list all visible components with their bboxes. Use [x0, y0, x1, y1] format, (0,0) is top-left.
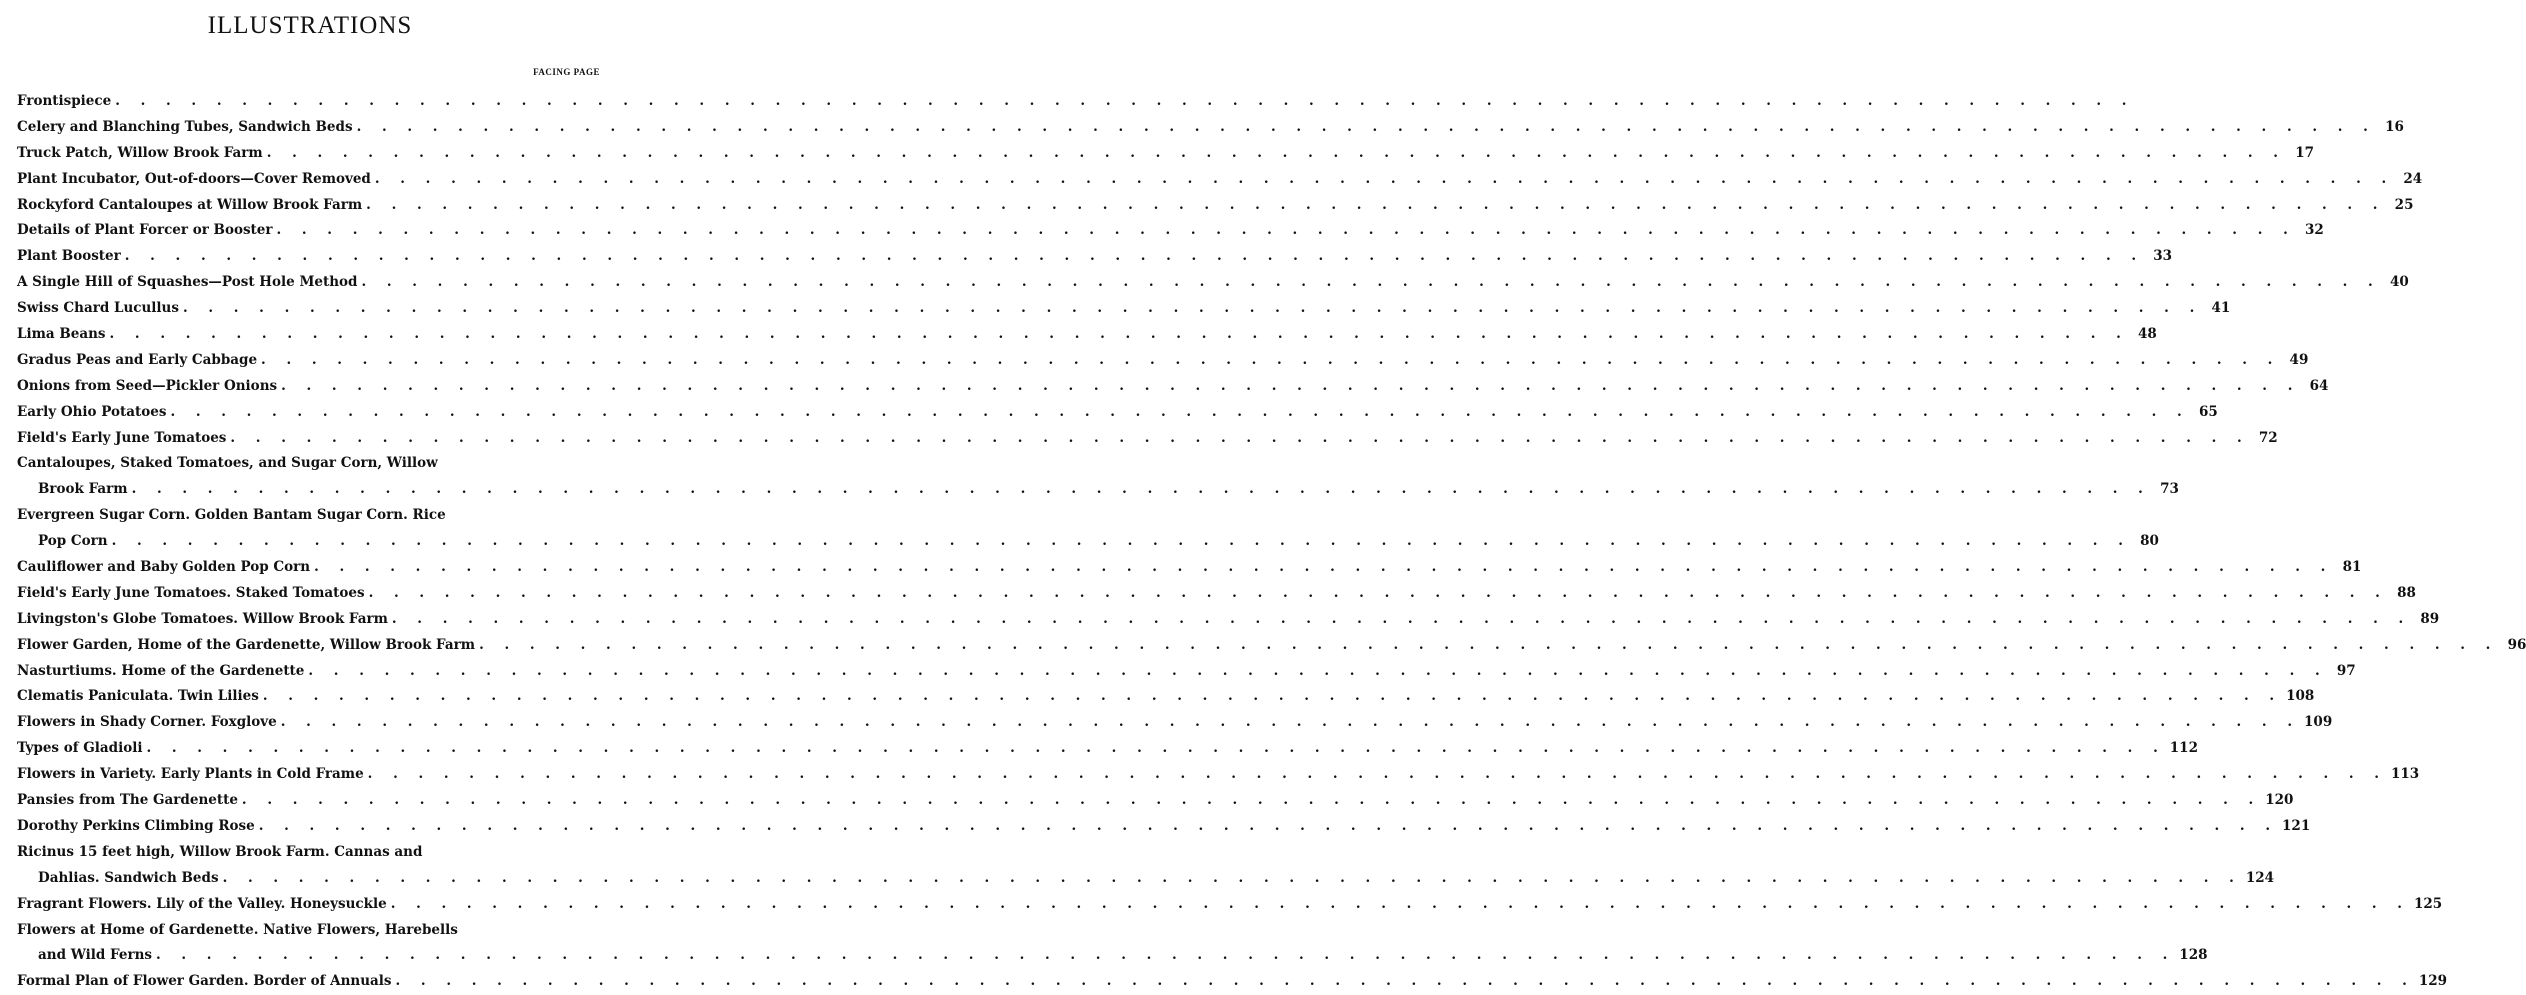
entry-page-number: 48	[2138, 326, 2157, 343]
entry-title: Truck Patch, Willow Brook Farm	[17, 144, 263, 161]
dot-leader: . . . . . . . . . . . . . . . . . . . . . . . . . . . . . . . . . . . . . . . . . . . . . . . . . . . . . . . . . . . . . . . . . . . . . . . . . . . . . . . .	[258, 817, 2279, 834]
entry-page-number: 33	[2153, 248, 2173, 265]
entry-line	[17, 710, 2333, 736]
illustration-entry	[17, 244, 2173, 270]
entry-continuation-line	[17, 943, 2208, 969]
dot-leader: . . . . . . . . . . . . . . . . . . . . . . . . . . . . . . . . . . . . . . . . . . . . . . . . . . . . . . . . . . . . . . . . . . . . . . . . . . . . . . . .	[156, 947, 2176, 964]
illustration-entry	[17, 969, 2448, 995]
dot-leader: . . . . . . . . . . . . . . . . . . . . . . . . . . . . . . . . . . . . . . . . . . . . . . . . . . . . . . . . . . . . . . . . . . . . . . . . . . . . . . . .	[366, 196, 2386, 213]
entry-title: Frontispiece	[17, 93, 112, 109]
entry-line	[17, 892, 2443, 918]
facing-page-label: FACING PAGE	[533, 67, 600, 77]
dot-leader: . . . . . . . . . . . . . . . . . . . . . . . . . . . . . . . . . . . . . . . . . . . . . . . . . . . . . . . . . . . . . . . . . . . . . . . . . . . . . . . .	[111, 533, 2131, 550]
entry-page-number: 81	[2342, 559, 2362, 576]
entry-title: Flower Garden, Home of the Gardenette, Willow Brook Farm	[17, 636, 476, 653]
dot-leader: . . . . . . . . . . . . . . . . . . . . . . . . . . . . . . . . . . . . . . . . . . . . . . . . . . . . . . . . . . . . . . . . . . . . . . . . . . . . . . . .	[222, 869, 2242, 886]
dot-leader: . . . . . . . . . . . . . . . . . . . . . . . . . . . . . . . . . . . . . . . . . . . . . . . . . . . . . . . . . . . . . . . . . . . . . . . . . . . . . . . .	[390, 895, 2410, 912]
entry-title: Ricinus 15 feet high, Willow Brook Farm. Cannas and	[17, 843, 423, 860]
entry-continuation-line	[17, 529, 2159, 555]
dot-leader: . . . . . . . . . . . . . . . . . . . . . . . . . . . . . . . . . . . . . . . . . . . . . . . . . . . . . . . . . . . . . . . . . . . . . . . . . . . . . . . .	[182, 300, 2203, 317]
entry-line	[17, 684, 2315, 710]
illustration-entry	[17, 814, 2311, 840]
entry-line	[17, 607, 2440, 633]
entry-title: Dorothy Perkins Climbing Rose	[17, 817, 255, 834]
entry-line	[17, 296, 2231, 322]
entry-title: Pansies from The Gardenette	[17, 792, 238, 809]
dot-leader: . . . . . . . . . . . . . . . . . . . . . . . . . . . . . . . . . . . . . . . . . . . . . . . . . . . . . . . . . . . . . . . . . . . . . . . . . . . . . . . .	[170, 403, 2190, 420]
dot-leader: . . . . . . . . . . . . . . . . . . . . . . . . . . . . . . . . . . . . . . . . . . . . . . . . . . . . . . . . . . . . . . . . . . . . . . . . . . . . . . . .	[266, 144, 2286, 161]
entry-title: and Wild Ferns	[38, 947, 152, 964]
entry-line	[17, 218, 2324, 244]
illustration-entry	[17, 503, 2159, 555]
illustration-entry	[17, 218, 2324, 244]
entry-page-number: 97	[2336, 662, 2356, 679]
entry-page-number: 49	[2289, 351, 2309, 368]
entry-title: Field's Early June Tomatoes	[17, 429, 227, 446]
illustration-entry	[17, 555, 2362, 581]
entry-title: Swiss Chard Lucullus	[17, 300, 179, 317]
entry-line	[17, 503, 599, 529]
entry-line	[17, 193, 2414, 219]
illustration-entry	[17, 400, 2218, 426]
entry-line	[17, 348, 2309, 374]
dot-leader: . . . . . . . . . . . . . . . . . . . . . . . . . . . . . . . . . . . . . . . . . . . . . . . . . . . . . . . . . . . . . . . . . . . . . . . . . . . . . . . .	[356, 118, 2376, 135]
entry-line	[17, 555, 2362, 581]
entry-line	[17, 762, 2420, 788]
illustration-entry	[17, 710, 2333, 736]
illustration-entry	[17, 348, 2309, 374]
entry-title: Cauliflower and Baby Golden Pop Corn	[17, 559, 311, 576]
dot-leader: . . . . . . . . . . . . . . . . . . . . . . . . . . . . . . . . . . . . . . . . . . . . . . . . . . . . . . . . . . . . . . . . . . . . . . . . . . . . . . . .	[281, 377, 2301, 394]
entry-title: Flowers in Variety. Early Plants in Cold Frame	[17, 766, 364, 783]
illustration-entry	[17, 374, 2329, 400]
entry-title: Rockyford Cantaloupes at Willow Brook Farm	[17, 196, 363, 213]
entry-title: Flowers in Shady Corner. Foxglove	[17, 714, 277, 731]
entry-page-number: 16	[2385, 118, 2404, 135]
entry-line	[17, 451, 599, 477]
dot-leader: . . . . . . . . . . . . . . . . . . . . . . . . . . . . . . . . . . . . . . . . . . . . . . . . . . . . . . . . . . . . . . . . . . . . . . . . . . . . . . . .	[368, 584, 2388, 601]
dot-leader: . . . . . . . . . . . . . . . . . . . . . . . . . . . . . . . . . . . . . . . . . . . . . . . . . . . . . . . . . . . . . . . . . . . . . . . . . . . . . . . .	[261, 351, 2281, 368]
entry-line	[17, 374, 2329, 400]
entry-line	[17, 581, 2416, 607]
entry-page-number: 64	[2309, 377, 2329, 394]
dot-leader: . . . . . . . . . . . . . . . . . . . . . . . . . . . . . . . . . . . . . . . . . . . . . . . . . . . . . . . . . . . . . . . . . . . . . . . . . . . . . . . .	[109, 326, 2129, 343]
entry-title: Formal Plan of Flower Garden. Border of Annuals	[17, 973, 392, 990]
illustration-entry	[17, 607, 2440, 633]
entry-line	[17, 426, 2278, 452]
entry-page-number: 88	[2397, 584, 2416, 601]
entry-page-number: 89	[2420, 610, 2440, 627]
dot-leader: . . . . . . . . . . . . . . . . . . . . . . . . . . . . . . . . . . . . . . . . . . . . . . . . . . . . . . . . . . . . . . . . . . . . . . . . . . . . . . . .	[146, 740, 2166, 757]
entry-page-number: 40	[2389, 274, 2409, 291]
dot-leader: . . . . . . . . . . . . . . . . . . . . . . . . . . . . . . . . . . . . . . . . . . . . . . . . . . . . . . . . . . . . . . . . . . . . . . . . . . . . . . . .	[280, 714, 2301, 731]
entry-title: Types of Gladioli	[17, 740, 143, 757]
entry-line	[17, 633, 2526, 659]
dot-leader: . . . . . . . . . . . . . . . . . . . . . . . . . . . . . . . . . . . . . . . . . . . . . . . . . . . . . . . . . . . . . . . . . . . . . . . . . . . . . . . .	[361, 274, 2381, 291]
dot-leader: . . . . . . . . . . . . . . . . . . . . . . . . . . . . . . . . . . . . . . . . . . . . . . . . . . . . . . . . . . . . . . . . . . . . . . . . . . . . . . . .	[391, 610, 2412, 627]
entry-page-number: 32	[2305, 222, 2324, 239]
entry-line	[17, 969, 2448, 995]
entry-title: Lima Beans	[17, 326, 106, 343]
entry-line	[17, 788, 2294, 814]
illustration-entry	[17, 296, 2231, 322]
dot-leader: . . . . . . . . . . . . . . . . . . . . . . . . . . . . . . . . . . . . . . . . . . . . . . . . . . . . . . . . . . . . . . . . . . . . . . . . . . . . . . . .	[262, 688, 2283, 705]
entry-page-number: 96	[2507, 636, 2526, 653]
entry-title: Celery and Blanching Tubes, Sandwich Beds	[17, 118, 353, 135]
illustration-entry	[17, 322, 2157, 348]
entry-page-number: 41	[2211, 300, 2231, 317]
illustration-entry	[17, 581, 2416, 607]
illustration-entry	[17, 426, 2278, 452]
entry-title: Pop Corn	[38, 533, 108, 550]
entry-continuation-line	[17, 477, 2179, 503]
illustrations-list	[17, 89, 2526, 995]
entry-line	[17, 918, 599, 944]
dot-leader: . . . . . . . . . . . . . . . . . . . . . . . . . . . . . . . . . . . . . . . . . . . . . . . . . . . . . . . . . . . . . . . . . . . . . . . . . . . . . . . .	[367, 766, 2387, 783]
dot-leader: . . . . . . . . . . . . . . . . . . . . . . . . . . . . . . . . . . . . . . . . . . . . . . . . . . . . . . . . . . . . . . . . . . . . . . . . . . . . . . . .	[314, 559, 2334, 576]
dot-leader: . . . . . . . . . . . . . . . . . . . . . . . . . . . . . . . . . . . . . . . . . . . . . . . . . . . . . . . . . . . . . . . . . . . . . . . . . . . . . . . .	[276, 222, 2296, 239]
dot-leader: . . . . . . . . . . . . . . . . . . . . . . . . . . . . . . . . . . . . . . . . . . . . . . . . . . . . . . . . . . . . . . . . . . . . . . . . . . . . . . . .	[124, 248, 2145, 265]
dot-leader: . . . . . . . . . . . . . . . . . . . . . . . . . . . . . . . . . . . . . . . . . . . . . . . . . . . . . . . . . . . . . . . . . . . . . . . . . . . . . . . .	[241, 792, 2262, 809]
dot-leader: . . . . . . . . . . . . . . . . . . . . . . . . . . . . . . . . . . . . . . . . . . . . . . . . . . . . . . . . . . . . . . . . . . . . . . . . . . . . . . . .	[395, 973, 2415, 990]
illustration-entry	[17, 633, 2526, 659]
entry-title: Flowers at Home of Gardenette. Native Flowers, Harebells	[17, 921, 458, 938]
entry-title: Field's Early June Tomatoes. Staked Tomatoes	[17, 584, 365, 601]
entry-line	[17, 736, 2198, 762]
entry-page-number: 120	[2265, 792, 2294, 809]
entry-title: Details of Plant Forcer or Booster	[17, 222, 273, 239]
entry-title: A Single Hill of Squashes—Post Hole Method	[17, 274, 358, 291]
entry-line	[17, 167, 2423, 193]
dot-leader: . . . . . . . . . . . . . . . . . . . . . . . . . . . . . . . . . . . . . . . . . . . . . . . . . . . . . . . . . . . . . . . . . . . . . . . . . . . . . . . .	[131, 481, 2151, 498]
entry-title: Gradus Peas and Early Cabbage	[17, 351, 258, 368]
entry-title: Plant Booster	[17, 248, 121, 265]
illustration-entry	[17, 659, 2356, 685]
entry-title: Brook Farm	[38, 481, 128, 498]
entry-title: Dahlias. Sandwich Beds	[38, 869, 219, 886]
illustration-entry	[17, 918, 2208, 970]
illustration-entry	[17, 115, 2404, 141]
entry-page-number: 73	[2160, 481, 2179, 498]
entry-title: Plant Incubator, Out-of-doors—Cover Removed	[17, 170, 371, 187]
illustration-entry	[17, 141, 2314, 167]
entry-page-number: 17	[2295, 144, 2314, 161]
entry-page-number: 128	[2179, 947, 2208, 964]
entry-page-number: 25	[2394, 196, 2414, 213]
dot-leader: . . . . . . . . . . . . . . . . . . . . . . . . . . . . . . . . . . . . . . . . . . . . . . . . . . . . . . . . . . . . . . . . . . . . . . . . . . . . . . . .	[479, 636, 2499, 653]
entry-line	[17, 400, 2218, 426]
entry-title: Evergreen Sugar Corn. Golden Bantam Sugar Corn. Rice	[17, 507, 446, 524]
entry-title: Fragrant Flowers. Lily of the Valley. Honeysuckle	[17, 895, 387, 912]
illustration-entry	[17, 840, 2275, 892]
illustration-entry	[17, 788, 2294, 814]
dot-leader: . . . . . . . . . . . . . . . . . . . . . . . . . . . . . . . . . . . . . . . . . . . . . . . . . . . . . . . . . . . . . . . . . . . . . . . . . . . . . . . .	[308, 662, 2328, 679]
entry-line	[17, 322, 2157, 348]
entry-line	[17, 659, 2356, 685]
entry-page-number: 109	[2304, 714, 2333, 731]
illustration-entry	[17, 762, 2420, 788]
entry-title: Nasturtiums. Home of the Gardenette	[17, 662, 305, 679]
entry-line	[17, 89, 2135, 115]
dot-leader: . . . . . . . . . . . . . . . . . . . . . . . . . . . . . . . . . . . . . . . . . . . . . . . . . . . . . . . . . . . . . . . . . . . . . . . . . . . . . . . .	[115, 93, 2135, 109]
entry-page-number: 108	[2286, 688, 2315, 705]
entry-page-number: 65	[2198, 403, 2218, 420]
entry-page-number: 113	[2390, 766, 2420, 783]
entry-title: Early Ohio Potatoes	[17, 403, 167, 420]
entry-continuation-line	[17, 866, 2275, 892]
entry-line	[17, 840, 599, 866]
illustration-entry	[17, 193, 2414, 219]
entry-title: Cantaloupes, Staked Tomatoes, and Sugar Corn, Willow	[17, 455, 438, 472]
entry-page-number: 112	[2169, 740, 2198, 757]
entry-title: Clematis Paniculata. Twin Lilies	[17, 688, 259, 705]
entry-page-number: 80	[2140, 533, 2159, 550]
illustration-entry	[17, 736, 2198, 762]
entry-page-number: 24	[2403, 170, 2423, 187]
entry-page-number: 72	[2258, 429, 2278, 446]
illustration-entry	[17, 167, 2423, 193]
illustration-entry	[17, 89, 2135, 115]
entry-line	[17, 814, 2311, 840]
entry-page-number: 124	[2245, 869, 2275, 886]
entry-line	[17, 244, 2173, 270]
illustration-entry	[17, 892, 2443, 918]
entry-page-number: 125	[2413, 895, 2443, 912]
illustration-entry	[17, 270, 2409, 296]
entry-line	[17, 141, 2314, 167]
entry-page-number: 121	[2282, 817, 2311, 834]
entry-line	[17, 115, 2404, 141]
entry-page-number: 129	[2418, 973, 2448, 990]
dot-leader: . . . . . . . . . . . . . . . . . . . . . . . . . . . . . . . . . . . . . . . . . . . . . . . . . . . . . . . . . . . . . . . . . . . . . . . . . . . . . . . .	[230, 429, 2250, 446]
entry-title: Livingston's Globe Tomatoes. Willow Brook Farm	[17, 610, 388, 627]
illustration-entry	[17, 451, 2179, 503]
illustration-entry	[17, 684, 2315, 710]
dot-leader: . . . . . . . . . . . . . . . . . . . . . . . . . . . . . . . . . . . . . . . . . . . . . . . . . . . . . . . . . . . . . . . . . . . . . . . . . . . . . . . .	[374, 170, 2395, 187]
entry-line	[17, 270, 2409, 296]
page-title: ILLUSTRATIONS	[207, 12, 413, 39]
entry-title: Onions from Seed—Pickler Onions	[17, 377, 278, 394]
